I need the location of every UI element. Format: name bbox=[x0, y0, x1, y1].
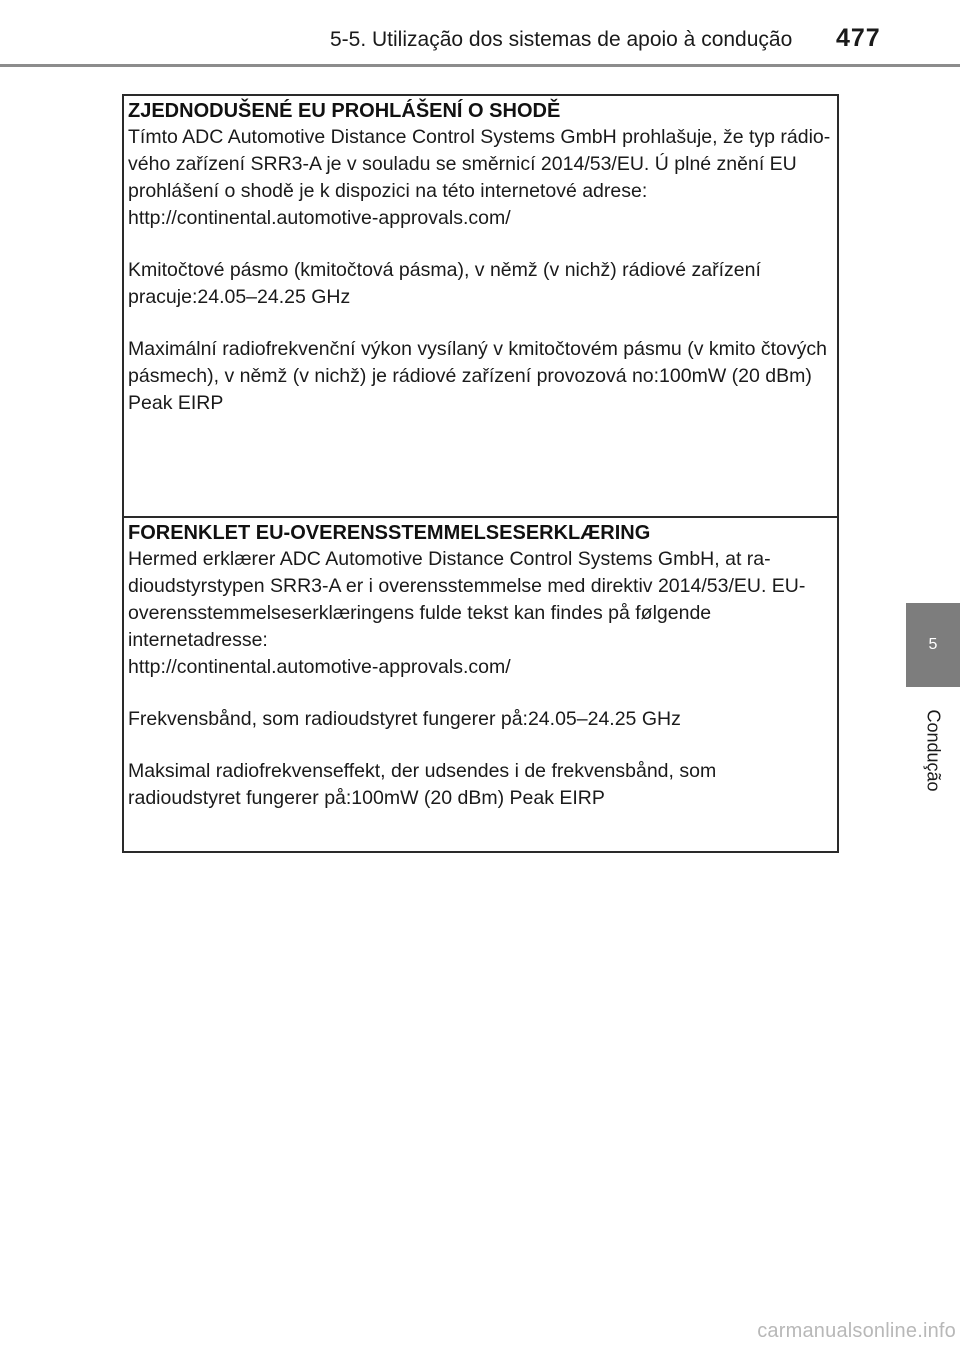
czech-declaration-url[interactable]: http://continental.automotive-approvals.com/ bbox=[128, 207, 511, 229]
watermark: carmanualsonline.info bbox=[757, 1320, 956, 1342]
chapter-number: 5 bbox=[928, 636, 938, 653]
czech-declaration-box bbox=[122, 94, 839, 520]
header-divider bbox=[0, 64, 960, 67]
danish-declaration-text: Hermed erklærer ADC Automotive Distance Control Systems GmbH, at ra-dioudstyrstypen SRR3-A er i overensstemmelse med direktiv 2014/53/EU. EU-overensstemmelseserklæringens fulde tekst kan findes på følgende internetadresse: bbox=[128, 548, 806, 651]
chapter-label: Condução bbox=[923, 708, 944, 792]
chapter-tab[interactable] bbox=[906, 603, 960, 687]
danish-max-power: Maksimal radiofrekvenseffekt, der udsendes i de frekvensbånd, som radioudstyret fungerer på:100mW (20 dBm) Peak EIRP bbox=[128, 760, 717, 809]
danish-frequency-band: Frekvensbånd, som radioudstyret fungerer på:24.05–24.25 GHz bbox=[128, 708, 681, 730]
czech-declaration-text: Tímto ADC Automotive Distance Control Systems GmbH prohlašuje, že typ rádio-vého zařízení SRR3-A je v souladu se směrnicí 2014/53/EU. Ú plné znění EU prohlášení o shodě je k dispozici na této internetové adrese: bbox=[128, 126, 831, 202]
page-number: 477 bbox=[836, 24, 881, 52]
chapter-label-container bbox=[908, 700, 958, 800]
section-title: 5-5. Utilização dos sistemas de apoio à condução bbox=[330, 28, 793, 51]
czech-frequency-band: Kmitočtové pásmo (kmitočtová pásma), v němž (v nichž) rádiové zařízení pracuje:24.05–24.25 GHz bbox=[128, 259, 761, 308]
danish-declaration-title: FORENKLET EU-OVERENSSTEMMELSESERKLÆRING bbox=[128, 522, 651, 544]
danish-declaration-url[interactable]: http://continental.automotive-approvals.com/ bbox=[128, 656, 511, 678]
danish-declaration-box bbox=[122, 516, 839, 853]
czech-declaration-title: ZJEDNODUŠENÉ EU PROHLÁŠENÍ O SHODĚ bbox=[128, 100, 561, 122]
czech-max-power: Maximální radiofrekvenční výkon vysílaný v kmitočtovém pásmu (v kmito čtových pásmech), v němž (v nichž) je rádiové zařízení provozová no:100mW (20 dBm) Peak EIRP bbox=[128, 338, 827, 414]
